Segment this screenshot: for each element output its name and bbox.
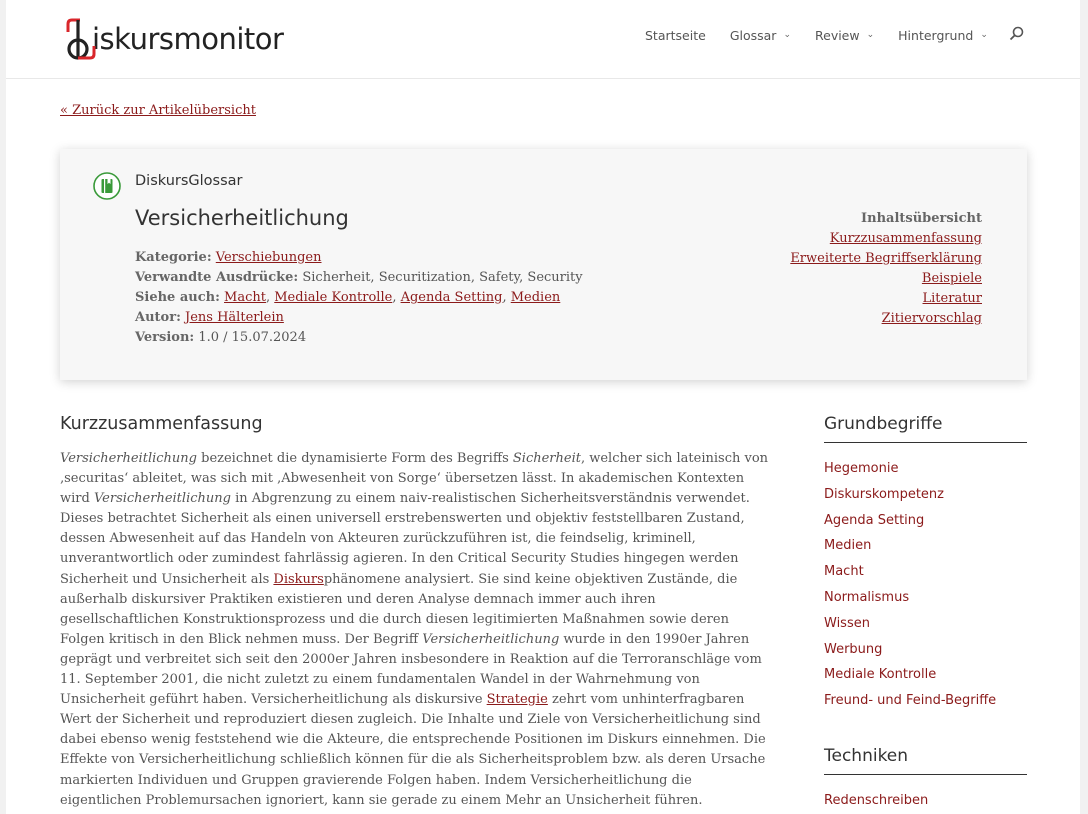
nav-label: Glossar xyxy=(729,27,777,43)
sidebar-title-techniken: Techniken xyxy=(824,746,1027,775)
sidebar-item-medien[interactable]: Medien xyxy=(824,538,872,554)
nav-label: Review xyxy=(815,27,860,43)
sidebar-item-freund-feind-begriffe[interactable]: Freund- und Feind-Begriffe xyxy=(824,693,997,709)
sidebar-item-macht[interactable]: Macht xyxy=(824,564,864,580)
meta-verwandte xyxy=(135,268,583,288)
chevron-down-icon: ⌄ xyxy=(866,30,875,40)
nav-startseite[interactable] xyxy=(645,26,706,44)
sidebar-item-werbung[interactable]: Werbung xyxy=(824,641,883,657)
sidebar xyxy=(824,414,1027,814)
grundbegriffe-list xyxy=(824,459,1027,717)
back-to-overview-link[interactable]: « Zurück zur Artikelübersicht xyxy=(60,103,256,118)
chevron-down-icon: ⌄ xyxy=(980,30,988,40)
toc-item-beispiele[interactable]: Beispiele xyxy=(921,271,982,286)
sidebar-item-mediale-kontrolle[interactable]: Mediale Kontrolle xyxy=(824,667,937,683)
meta-autor xyxy=(135,308,583,328)
page xyxy=(6,0,1080,814)
meta-value: 1.0 / 15.07.2024 xyxy=(198,330,307,345)
logo-text: iskursmonitor xyxy=(92,21,284,56)
logo-mark-icon xyxy=(64,16,98,62)
toc-title: Inhaltsübersicht xyxy=(861,211,982,226)
meta-label: Verwandte Ausdrücke: xyxy=(135,270,299,285)
sidebar-item-normalismus[interactable]: Normalismus xyxy=(824,589,910,605)
sidebar-item-wissen[interactable]: Wissen xyxy=(824,615,870,631)
toc-item-erweiterte-begriffserklaerung[interactable]: Erweiterte Begriffserklärung xyxy=(790,251,982,266)
kategorie-link[interactable]: Verschiebungen xyxy=(215,250,322,265)
toc-item-literatur[interactable]: Literatur xyxy=(922,291,982,306)
card-kicker: DiskursGlossar xyxy=(135,173,243,189)
site-header xyxy=(6,0,1080,79)
article-section xyxy=(60,414,774,811)
siehe-link-agenda-setting[interactable]: Agenda Setting xyxy=(400,290,503,305)
meta-value: Sicherheit, Securitization, Safety, Security xyxy=(302,270,583,285)
search-icon[interactable] xyxy=(1009,26,1025,42)
siehe-link-mediale-kontrolle[interactable]: Mediale Kontrolle xyxy=(274,290,393,305)
toc-item-kurzzusammenfassung[interactable]: Kurzzusammenfassung xyxy=(829,231,982,246)
summary-paragraph: Versicherheitlichung bezeichnet die dynamisierte Form des Begriffs Sicherheit, welcher sich lateinisch von ‚securitas‘ ableitet, was sich mit ‚Abwesenheit von Sorge‘ übersetzen lässt. In akademischen Kontexten wird Versicherheitlichung in Abgrenzung zu einem naiv-realistischen Sicherheitsverständnis verwendet. Dieses betrachtet Sicherheit als einen universell erstrebenswerten und objektiv feststellbaren Zustand, dessen Abwesenheit auf das Handeln von Akteuren zurückzuführen ist, die feindselig, kriminell, unverantwortlich oder zumindest fahrlässig agieren. In den Critical Security Studies hingegen werden Sicherheit und Unsicherheit als Diskursphänomene analysiert. Sie sind keine objektiven Zustände, die außerhalb diskursiver Praktiken existieren und deren Analyse demnach immer auch ihren gesellschaftlichen Konstruktionsprozess und die durch diesen legitimierten Maßnahmen sowie deren Folgen kritisch in den Blick nehmen muss. Der Begriff Versicherheitlichung wurde in den 1990er Jahren geprägt und verbreitet sich seit den 2000er Jahren insbesondere in Reaktion auf die Terroranschläge vom 11. September 2001, die nicht zuletzt zu einem fundamentalen Wandel in der Wahrnehmung von Unsicherheit geführt haben. Versicherheitlichung als diskursive Strategie zehrt vom unhinterfragbaren Wert der Sicherheit und reproduziert diesen zugleich. Die Inhalte und Ziele von Versicherheitlichung sind dabei ebenso wenig feststehend wie die Akteure, die entsprechende Positionen im Diskurs einnehmen. Die Effekte von Versicherheitlichung schließlich können für die als Sicherheitsproblem bzw. als deren Ursache markierten Individuen und Gruppen gravierende Folgen haben. Indem Versicherheitlichung die eigentlichen Problemursachen ignoriert, kann sie gerade zu einem Mehr an Unsicherheit führen. xyxy=(60,451,769,808)
diskurs-link[interactable]: Diskurs xyxy=(273,571,324,587)
toc-item-zitiervorschlag[interactable]: Zitiervorschlag xyxy=(881,311,982,326)
meta-label: Autor: xyxy=(135,310,181,325)
nav-label: Startseite xyxy=(645,27,706,43)
nav-hintergrund[interactable] xyxy=(898,26,988,44)
sidebar-item-redenschreiben[interactable]: Redenschreiben xyxy=(824,792,929,808)
strategie-link[interactable]: Strategie xyxy=(486,692,548,708)
main-nav xyxy=(645,26,1012,44)
autor-link[interactable]: Jens Hälterlein xyxy=(185,310,284,325)
page-title: Versicherheitlichung xyxy=(135,206,349,230)
techniken-block xyxy=(824,746,1027,814)
siehe-link-macht[interactable]: Macht xyxy=(224,290,266,305)
sidebar-item-hegemonie[interactable]: Hegemonie xyxy=(824,461,899,476)
nav-glossar[interactable] xyxy=(730,26,791,44)
table-of-contents xyxy=(790,209,982,329)
sidebar-title-grundbegriffe: Grundbegriffe xyxy=(824,414,1027,443)
sidebar-item-agenda-setting[interactable]: Agenda Setting xyxy=(824,512,925,528)
meta-label: Kategorie: xyxy=(135,250,212,265)
site-logo[interactable] xyxy=(64,14,283,64)
meta-version xyxy=(135,328,583,348)
meta-label: Siehe auch: xyxy=(135,290,220,305)
nav-label: Hintergrund xyxy=(898,27,974,43)
meta-siehe-auch: Siehe auch: Macht, Mediale Kontrolle, Agenda Setting, Medien xyxy=(135,290,561,305)
section-title: Kurzzusammenfassung xyxy=(60,414,263,434)
article-info-card xyxy=(60,149,1027,380)
glossary-book-icon xyxy=(92,171,122,201)
sidebar-item-diskurskompetenz[interactable]: Diskurskompetenz xyxy=(824,486,944,502)
techniken-list xyxy=(824,791,1027,814)
siehe-link-medien[interactable]: Medien xyxy=(510,290,561,305)
chevron-down-icon: ⌄ xyxy=(783,30,791,40)
article-meta xyxy=(135,248,583,348)
meta-label: Version: xyxy=(135,330,195,345)
meta-kategorie xyxy=(135,248,583,268)
nav-review[interactable] xyxy=(815,26,874,44)
